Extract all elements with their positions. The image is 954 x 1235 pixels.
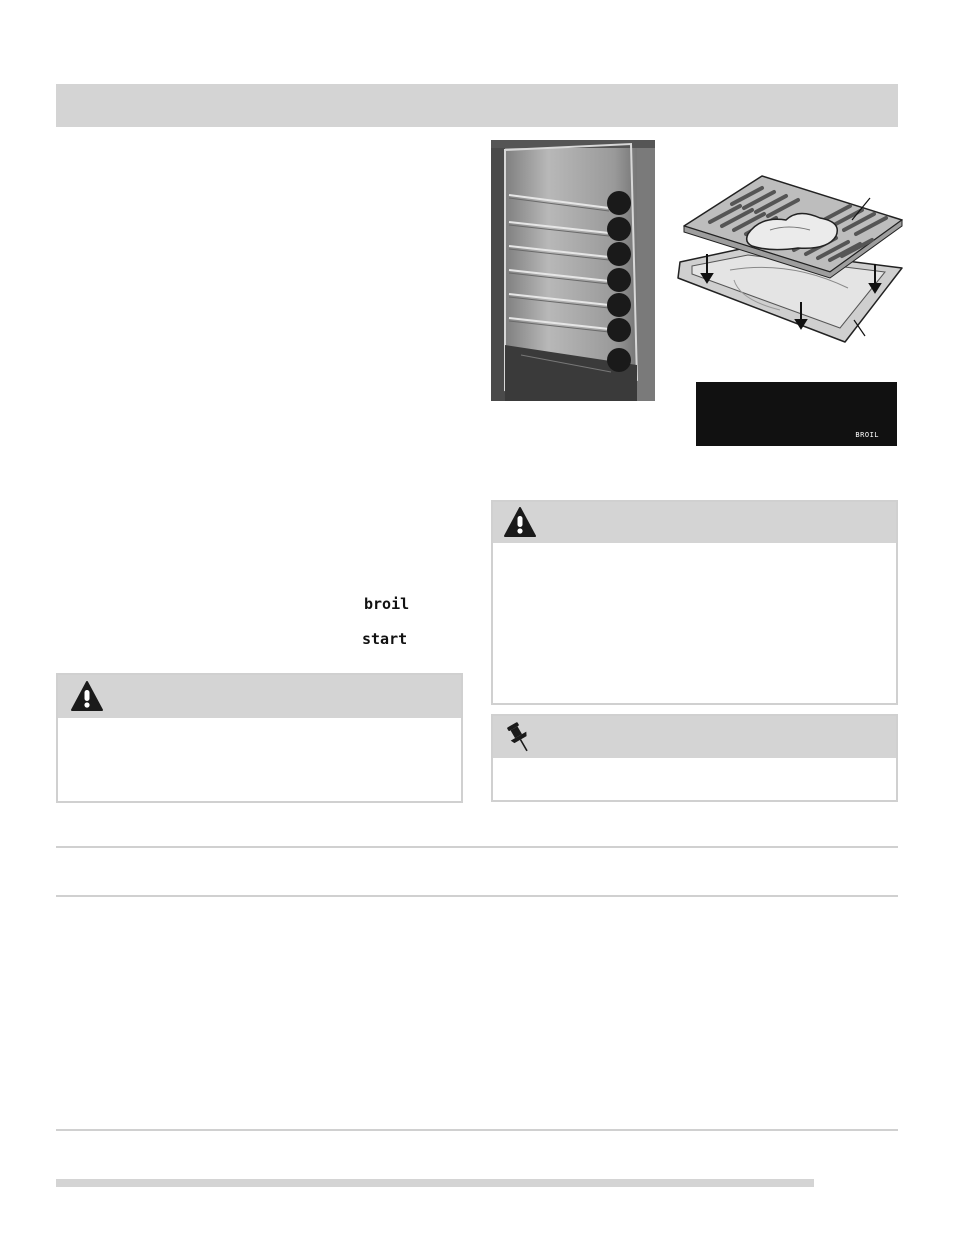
rack-position-badge — [607, 242, 631, 266]
broiler-pan-illustration — [670, 160, 905, 350]
section-divider — [56, 846, 898, 848]
rack-position-badge — [607, 191, 631, 215]
rack-position-badge — [607, 268, 631, 292]
warning-box-header — [493, 502, 896, 543]
rack-position-badges — [607, 191, 631, 372]
footer-bar — [56, 1179, 814, 1187]
display-broil-indicator: BROIL — [855, 431, 879, 439]
broil-key-label: broil — [364, 595, 410, 613]
rack-position-badge — [607, 348, 631, 372]
control-display-panel — [696, 382, 897, 446]
section-header-bar — [56, 84, 898, 127]
start-key-label: start — [362, 630, 408, 648]
oven-rack-photo — [491, 140, 655, 401]
note-box-header — [493, 716, 896, 758]
warning-box-right — [491, 500, 898, 705]
section-divider — [56, 1129, 898, 1131]
warning-box-header — [58, 675, 461, 718]
section-divider — [56, 895, 898, 897]
rack-position-badge — [607, 318, 631, 342]
rack-position-badge — [607, 293, 631, 317]
warning-icon — [503, 506, 537, 538]
rack-position-badge — [607, 217, 631, 241]
warning-icon — [70, 680, 104, 712]
note-box — [491, 714, 898, 802]
warning-box-left — [56, 673, 463, 803]
pushpin-icon — [507, 721, 531, 755]
